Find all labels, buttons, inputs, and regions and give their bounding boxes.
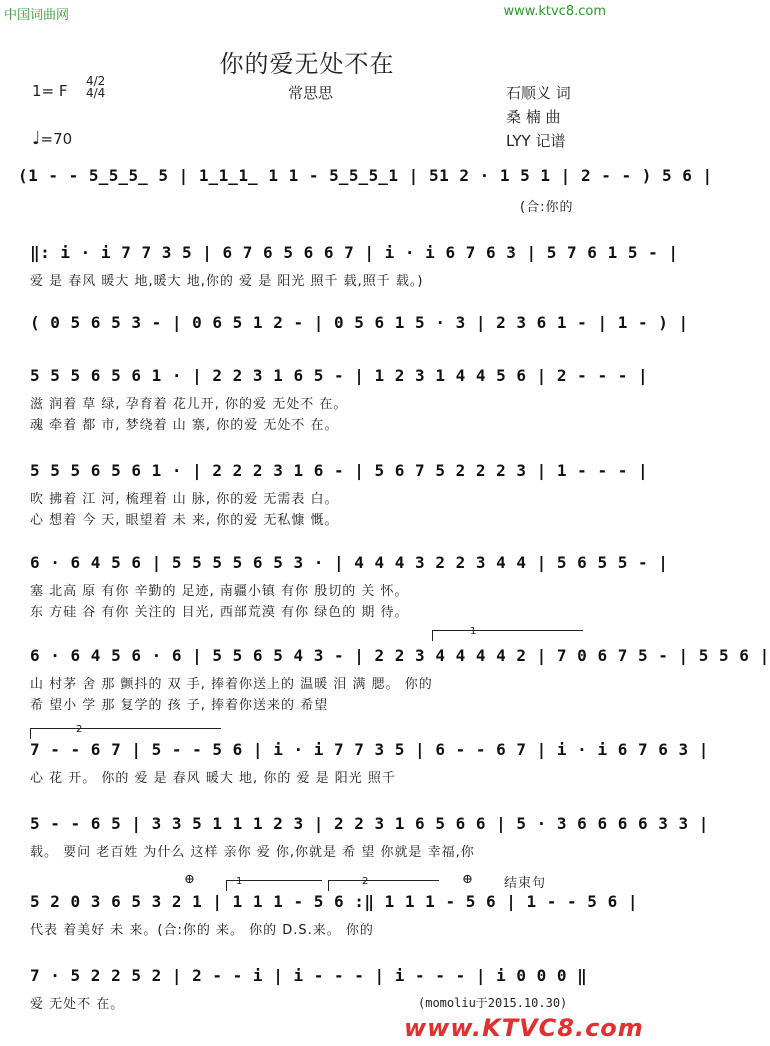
score-line: 6 · 6 4 5 6 | 5 5 5 5 6 5 3 · | 4 4 4 3 2 2 3 4 4 | 5 6 5 5 - | — [30, 553, 669, 572]
volta-bracket-1 — [432, 630, 583, 641]
volta-bracket-4 — [328, 880, 439, 891]
lyric-line: 心 想着 今 天, 眼望着 未 来, 你的爱 无私慷 慨。 — [30, 513, 339, 528]
coda-icon: ⊕ — [462, 872, 473, 887]
time-signature-first: 4/2 — [86, 74, 106, 88]
tempo-value: =70 — [40, 130, 73, 148]
lyric-line: 吹 拂着 江 河, 梳理着 山 脉, 你的爱 无需表 白。 — [30, 492, 339, 507]
volta-number-3: 1 — [236, 876, 243, 887]
time-signature — [86, 75, 105, 99]
tempo-marking — [32, 128, 72, 149]
composer-credit: 桑 楠 曲 — [506, 108, 561, 126]
score-line: 5 5 5 6 5 6 1 · | 2 2 3 1 6 5 - | 1 2 3 1 4 4 5 6 | 2 - - - | — [30, 366, 649, 385]
lyric-line: 爱 是 春风 暖大 地,暖大 地,你的 爱 是 阳光 照千 载,照千 载。) — [30, 274, 424, 289]
lyricist-credit: 石顺义 词 — [506, 84, 571, 102]
quarter-note-icon: ♩ — [32, 128, 41, 149]
score-line: 6 · 6 4 5 6 · 6 | 5 5 6 5 4 3 - | 2 2 3 4 4 4 4 2 | 7 0 6 7 5 - | 5 5 6 | — [30, 646, 770, 665]
site-watermark-top-left: 中国词曲网 — [4, 8, 70, 23]
lyric-line: 心 花 开。 你的 爱 是 春风 暖大 地, 你的 爱 是 阳光 照千 — [30, 771, 396, 786]
lyric-line: 希 望小 学 那 复学的 孩 子, 捧着你送来的 希望 — [30, 698, 329, 713]
lyric-line: 魂 牵着 都 市, 梦绕着 山 寨, 你的爱 无处不 在。 — [30, 418, 339, 433]
lyric-line: 滋 润着 草 绿, 孕育着 花儿开, 你的爱 无处不 在。 — [30, 397, 348, 412]
site-watermark-bottom: www.KTVC8.com — [404, 1014, 644, 1042]
lyric-line: 载。 要问 老百姓 为什么 这样 亲你 爱 你,你就是 希 望 你就是 幸福,你 — [30, 845, 475, 860]
lyric-line: 爱 无处不 在。 — [30, 997, 125, 1012]
score-line: (1 - - 5̲5̲5̲ 5 | 1̲1̲1̲ 1 1 - 5̲5̲5̲1 | 51 2 · 1 5 1 | 2 - - ) 5 6 | — [18, 166, 713, 185]
lyric-line: 代表 着美好 未 来。(合:你的 来。 你的 D.S.来。 你的 — [30, 923, 374, 938]
volta-number-1: 1 — [470, 626, 477, 637]
coda-icon: ⊕ — [184, 872, 195, 887]
coda-label: 结束句 — [504, 876, 547, 891]
site-watermark-top-right: www.ktvc8.com — [503, 4, 606, 19]
lyric-line: 山 村茅 舍 那 颤抖的 双 手, 捧着你送上的 温暖 泪 满 腮。 你的 — [30, 677, 433, 692]
singer-name: 常思思 — [288, 84, 334, 102]
score-line: ( 0 5 6 5 3 - | 0 6 5 1 2 - | 0 5 6 1 5 · 3 | 2 3 6 1 - | 1 - ) | — [30, 313, 689, 332]
time-signature-second: 4/4 — [86, 86, 106, 100]
lyric-line: (合:你的 — [520, 200, 574, 215]
transcription-note: (momoliu于2015.10.30) — [418, 996, 568, 1010]
score-line: 5 2 0 3 6 5 3 2 1 | 1 1 1 - 5 6 :‖ 1 1 1 - 5 6 | 1 - - 5 6 | — [30, 892, 638, 911]
score-line: 5 - - 6 5 | 3 3 5 1 1 1 2 3 | 2 2 3 1 6 5 6 6 | 5 · 3 6 6 6 6 3 3 | — [30, 814, 709, 833]
score-line: ‖: i · i 7 7 3 5 | 6 7 6 5 6 6 7 | i · i 6 7 6 3 | 5 7 6 1 5 - | — [30, 243, 679, 262]
song-title: 你的爱无处不在 — [219, 50, 395, 78]
key-signature: 1= F — [32, 82, 68, 100]
volta-bracket-2 — [30, 728, 221, 739]
score-line: 7 - - 6 7 | 5 - - 5 6 | i · i 7 7 3 5 | 6 - - 6 7 | i · i 6 7 6 3 | — [30, 740, 709, 759]
score-line: 7 · 5 2 2 5 2 | 2 - - i | i - - - | i - - - | i 0 0 0 ‖ — [30, 966, 588, 985]
transcriber-credit: LYY 记谱 — [506, 132, 566, 150]
lyric-line: 东 方硅 谷 有你 关注的 目光, 西部荒漠 有你 绿色的 期 待。 — [30, 605, 409, 620]
score-line: 5 5 5 6 5 6 1 · | 2 2 2 3 1 6 - | 5 6 7 5 2 2 2 3 | 1 - - - | — [30, 461, 649, 480]
lyric-line: 塞 北高 原 有你 辛勤的 足迹, 南疆小镇 有你 殷切的 关 怀。 — [30, 584, 409, 599]
volta-number-4: 2 — [362, 876, 369, 887]
volta-number-2: 2 — [76, 724, 83, 735]
